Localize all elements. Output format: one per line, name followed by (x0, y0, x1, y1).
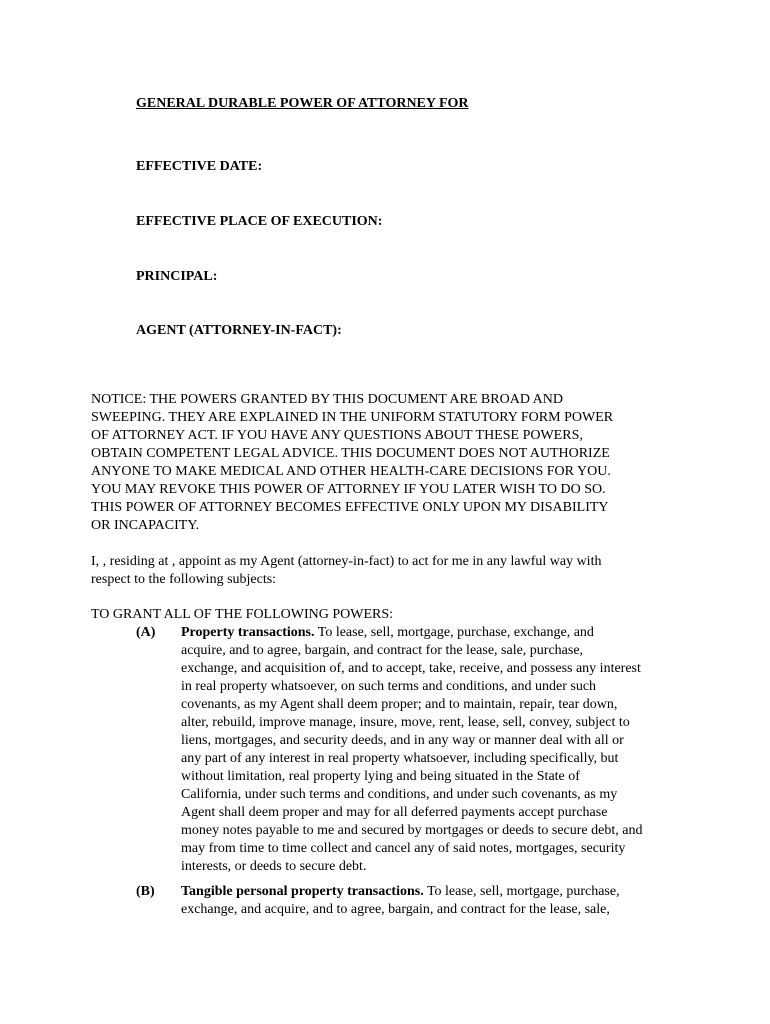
item-first-line (181, 883, 701, 901)
item-line: any part of any interest in real property whatsoever, including specifically, but (181, 751, 619, 766)
effective-date-field: EFFECTIVE DATE: (136, 159, 263, 174)
item-line: money notes payable to me and secured by mortgages or deeds to secure debt, and (181, 823, 643, 838)
item-first-line-text: To lease, sell, mortgage, purchase, exchange, and (314, 625, 594, 640)
item-heading: Tangible personal property transactions. (181, 884, 424, 899)
item-line: exchange, and acquisition of, and to accept, take, receive, and possess any interest (181, 661, 641, 676)
item-line: covenants, as my Agent shall deem proper; and to maintain, repair, tear down, (181, 697, 618, 712)
item-line: alter, rebuild, improve manage, insure, move, rent, lease, sell, convey, subject to (181, 715, 630, 730)
notice-line: YOU MAY REVOKE THIS POWER OF ATTORNEY IF YOU LATER WISH TO DO SO. (91, 482, 606, 497)
item-heading: Property transactions. (181, 625, 315, 640)
item-line: may from time to time collect and cancel any of said notes, mortgages, security (181, 841, 626, 856)
notice-line: OR INCAPACITY. (91, 518, 200, 533)
item-line: California, under such terms and conditions, and under such covenants, as my (181, 787, 618, 802)
notice-paragraph (91, 391, 691, 535)
notice-line: SWEEPING. THEY ARE EXPLAINED IN THE UNIFORM STATUTORY FORM POWER (91, 410, 614, 425)
principal-field: PRINCIPAL: (136, 269, 218, 284)
item-line: interests, or deeds to secure debt. (181, 859, 367, 874)
item-line: without limitation, real property lying and being situated in the State of (181, 769, 580, 784)
item-body (181, 624, 701, 876)
notice-line: THIS POWER OF ATTORNEY BECOMES EFFECTIVE ONLY UPON MY DISABILITY (91, 500, 609, 515)
item-label: (A) (136, 625, 156, 640)
grant-heading: TO GRANT ALL OF THE FOLLOWING POWERS: (91, 607, 394, 622)
item-line: exchange, and acquire, and to agree, bargain, and contract for the lease, sale, (181, 902, 610, 917)
item-line: acquire, and to agree, bargain, and contract for the lease, sale, purchase, (181, 643, 584, 658)
notice-line: ANYONE TO MAKE MEDICAL AND OTHER HEALTH-CARE DECISIONS FOR YOU. (91, 464, 611, 479)
effective-place-field: EFFECTIVE PLACE OF EXECUTION: (136, 214, 383, 229)
appointment-paragraph (91, 553, 601, 589)
notice-line: NOTICE: THE POWERS GRANTED BY THIS DOCUMENT ARE BROAD AND (91, 392, 564, 407)
intro-line: respect to the following subjects: (91, 572, 277, 587)
item-line: in real property whatsoever, on such terms and conditions, and under such (181, 679, 597, 694)
item-line: liens, mortgages, and security deeds, and in any way or manner deal with all or (181, 733, 624, 748)
item-body (181, 883, 701, 919)
document-title: GENERAL DURABLE POWER OF ATTORNEY FOR (136, 96, 469, 111)
agent-field: AGENT (ATTORNEY-IN-FACT): (136, 323, 342, 338)
item-first-line-text: To lease, sell, mortgage, purchase, (423, 884, 620, 899)
notice-line: OF ATTORNEY ACT. IF YOU HAVE ANY QUESTIONS ABOUT THESE POWERS, (91, 428, 583, 443)
intro-line: I, , residing at , appoint as my Agent (attorney-in-fact) to act for me in any lawful way with (91, 554, 602, 569)
item-first-line (181, 624, 701, 642)
item-label: (B) (136, 884, 155, 899)
notice-line: OBTAIN COMPETENT LEGAL ADVICE. THIS DOCUMENT DOES NOT AUTHORIZE (91, 446, 610, 461)
item-line: Agent shall deem proper and may for all deferred payments accept purchase (181, 805, 608, 820)
